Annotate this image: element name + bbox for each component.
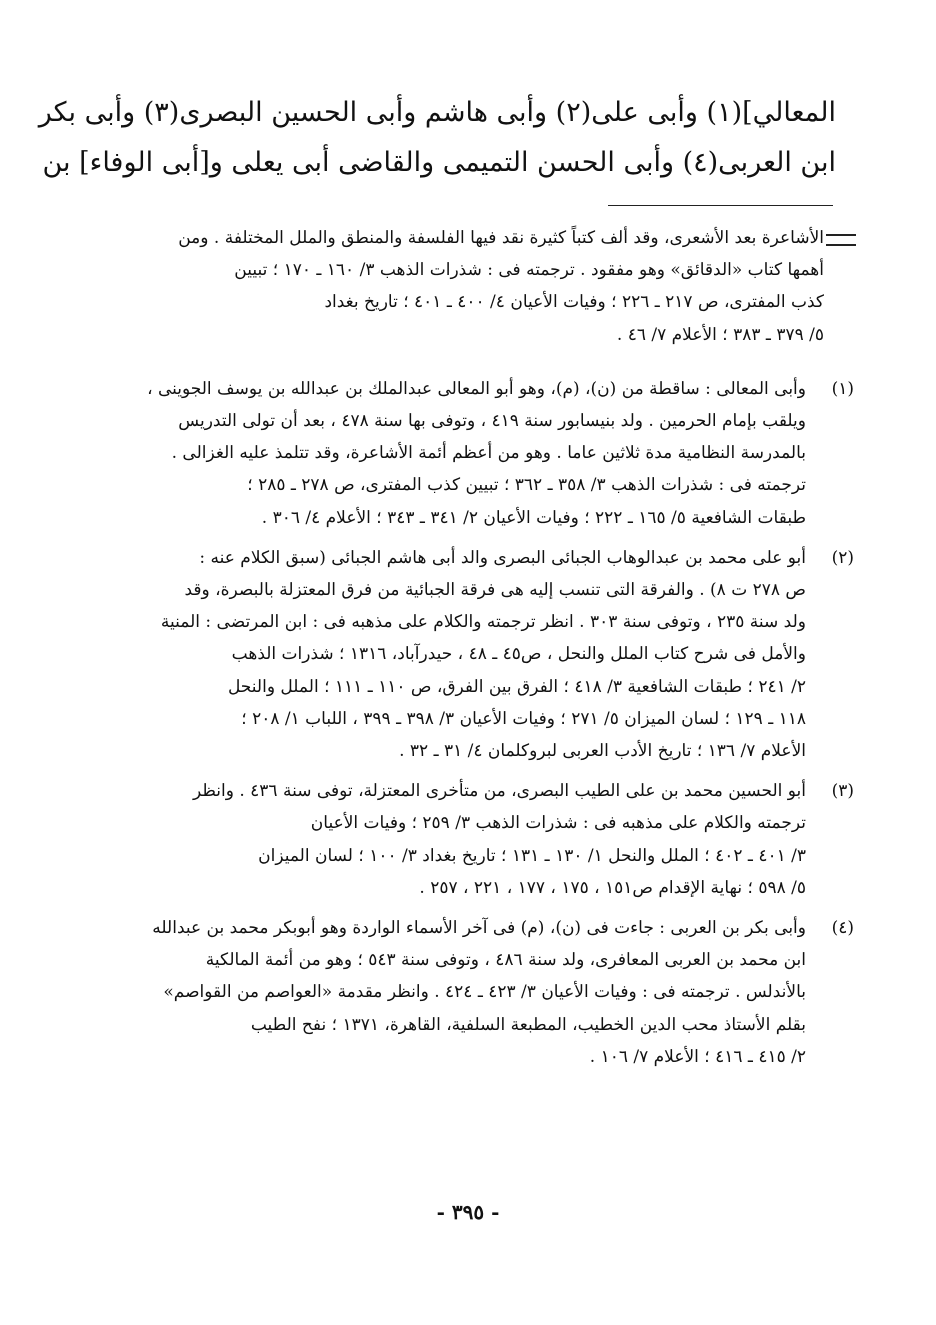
footnote-line: ابن محمد بن العربى المعافرى، ولد سنة ٤٨٦ ، وتوفى سنة ٥٤٣ ؛ وهو من أئمة المالكية bbox=[205, 950, 806, 971]
footnote-text bbox=[133, 373, 806, 534]
footnote-line: وأبى المعالى : ساقطة من (ن)، (م)، وهو أبو المعالى عبدالملك بن عبدالله بن يوسف الجوينى ، bbox=[147, 378, 806, 399]
footnote-line: بقلم الأستاذ محب الدين الخطيب، المطبعة السلفية، القاهرة، ١٣٧١ ؛ نفح الطيب bbox=[250, 1014, 806, 1035]
footnote-1 bbox=[133, 373, 854, 534]
page-number: - ٣٩٥ - bbox=[436, 1200, 500, 1224]
footnote-line: كذب المفترى، ص ٢١٧ ـ ٢٢٦ ؛ وفيات الأعيان ٤/ ٤٠٠ ـ ٤٠١ ؛ تاريخ بغداد bbox=[324, 292, 824, 313]
footnote-line: وأبى بكر بن العربى : جاءت فى (ن)، (م) فى آخر الأسماء الواردة وهو أبوبكر محمد بن عبدالله bbox=[152, 918, 806, 939]
footnote-line: ٥/ ٣٧٩ ـ ٣٨٣ ؛ الأعلام ٧/ ٤٦ . bbox=[616, 324, 824, 345]
footnote-2 bbox=[133, 542, 854, 767]
footnote-line: أبو الحسين محمد بن على الطيب البصرى، من متأخرى المعتزلة، توفى سنة ٤٣٦ . وانظر bbox=[192, 781, 806, 802]
footnote-number: (٣) bbox=[831, 781, 854, 802]
footnote-divider bbox=[608, 205, 833, 206]
footnote-line: والأمل فى شرح كتاب الملل والنحل ، ص٤٥ ـ ٤٨ ، حيدرآباد، ١٣١٦ ؛ شذرات الذهب bbox=[231, 644, 806, 665]
footnote-4 bbox=[133, 912, 854, 1073]
footnote-line: ١١٨ ـ ١٢٩ ؛ لسان الميزان ٥/ ٢٧١ ؛ وفيات الأعيان ٣/ ٣٩٨ ـ ٣٩٩ ، اللباب ١/ ٢٠٨ ؛ bbox=[241, 708, 806, 729]
footnote-text bbox=[133, 542, 806, 767]
footnote-3 bbox=[133, 775, 854, 904]
footnote-line: ولد سنة ٢٣٥ ، وتوفى سنة ٣٠٣ . انظر ترجمته والكلام على مذهبه فى : ابن المرتضى : المنية bbox=[160, 612, 806, 633]
footnote-line: طبقات الشافعية ٥/ ١٦٥ ـ ٢٢٢ ؛ وفيات الأعيان ٢/ ٣٤١ ـ ٣٤٣ ؛ الأعلام ٤/ ٣٠٦ . bbox=[261, 507, 806, 528]
footnote-line: ٥/ ٥٩٨ ؛ نهاية الإقدام ص١٥١ ، ١٧٥ ، ١٧٧ ، ٢٢١ ، ٢٥٧ . bbox=[419, 877, 806, 898]
footnote-text bbox=[133, 912, 806, 1073]
footnote-number: (٤) bbox=[831, 918, 854, 939]
footnote-line: ٢/ ٢٤١ ؛ طبقات الشافعية ٣/ ٤١٨ ؛ الفرق بين الفرق، ص ١١٠ ـ ١١١ ؛ الملل والنحل bbox=[227, 676, 806, 697]
footnote-line: ترجمته فى : شذرات الذهب ٣/ ٣٥٨ ـ ٣٦٢ ؛ تبيين كذب المفترى، ص ٢٧٨ ـ ٢٨٥ ؛ bbox=[247, 475, 806, 496]
main-text bbox=[38, 88, 836, 188]
footnote-line: الأشاعرة بعد الأشعرى، وقد ألف كتباً كثيرة نقد فيها الفلسفة والمنطق والملل المختلفة . ومن bbox=[178, 228, 824, 248]
footnote-line: أبو على محمد بن عبدالوهاب الجبائى البصرى والد أبى هاشم الجبائى (سبق الكلام عنه : bbox=[199, 547, 806, 568]
footnote-line: أهمها كتاب «الدقائق» وهو مفقود . ترجمته فى : شذرات الذهب ٣/ ١٦٠ ـ ١٧٠ ؛ تبيين bbox=[234, 260, 824, 281]
main-text-line: ابن العربى(٤) وأبى الحسن التميمى والقاضى أبى يعلى و[أبى الوفاء] بن bbox=[42, 147, 836, 178]
footnote-number: (١) bbox=[831, 378, 854, 399]
footnote-line: الأعلام ٧/ ١٣٦ ؛ تاريخ الأدب العربى لبروكلمان ٤/ ٣١ ـ ٣٢ . bbox=[399, 741, 806, 762]
footnote-text bbox=[133, 775, 806, 904]
footnote-line: ص ٢٧٨ ت ٨) . والفرقة التى تنسب إليه هى فرقة الجبائية من فرق المعتزلة بالبصرة، وقد bbox=[184, 580, 806, 601]
footnote-line: ٢/ ٤١٥ ـ ٤١٦ ؛ الأعلام ٧/ ١٠٦ . bbox=[589, 1046, 806, 1067]
footnote-line: ترجمته والكلام على مذهبه فى : شذرات الذهب ٣/ ٢٥٩ ؛ وفيات الأعيان bbox=[310, 813, 806, 834]
footnote-line: بالأندلس . ترجمته فى : وفيات الأعيان ٣/ ٤٢٣ ـ ٤٢٤ . وانظر مقدمة «العواصم من القواصم» bbox=[163, 982, 806, 1003]
footnotes-section bbox=[133, 222, 854, 1081]
main-text-line: المعالي](١) وأبى على(٢) وأبى هاشم وأبى الحسين البصرى(٣) وأبى بكر bbox=[38, 97, 836, 128]
footnote-continuation bbox=[133, 222, 854, 351]
footnote-line: ويلقب بإمام الحرمين . ولد بنيسابور سنة ٤١٩ ، وتوفى بها سنة ٤٧٨ ، بعد أن تولى التدريس bbox=[178, 411, 806, 432]
footnote-line: بالمدرسة النظامية مدة ثلاثين عاما . وهو من أعظم أئمة الأشاعرة، وقد تتلمذ عليه الغزالى . bbox=[171, 443, 806, 464]
footnote-number: (٢) bbox=[831, 547, 854, 568]
footnote-line: ٣/ ٤٠١ ـ ٤٠٢ ؛ الملل والنحل ١/ ١٣٠ ـ ١٣١ ؛ تاريخ بغداد ٣/ ١٠٠ ؛ لسان الميزان bbox=[258, 845, 806, 866]
